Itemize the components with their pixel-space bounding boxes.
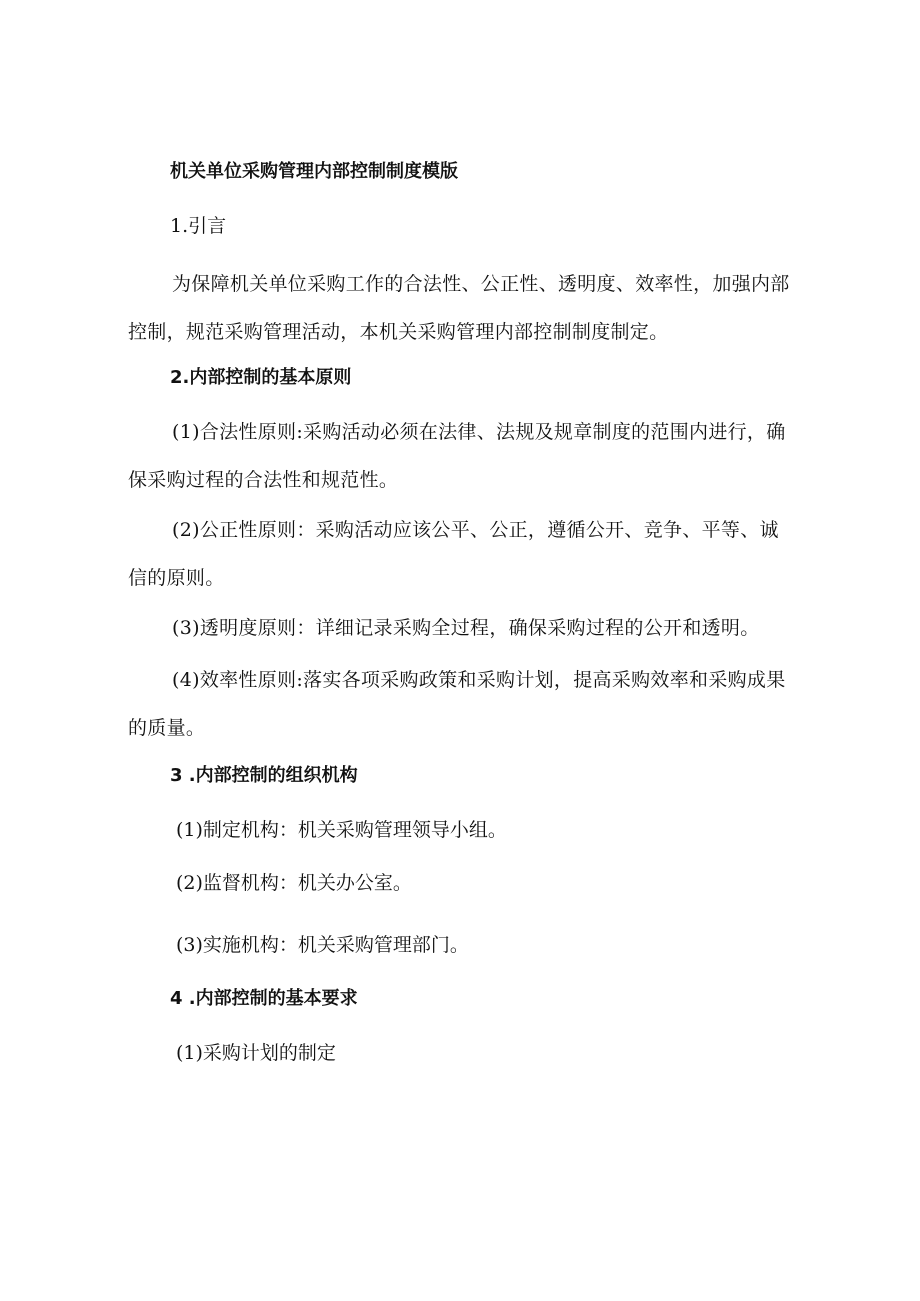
section-3-heading: 3 .内部控制的组织机构 (170, 765, 358, 786)
document-title: 机关单位采购管理内部控制制度模版 (170, 161, 458, 182)
section-1-paragraph: 为保障机关单位采购工作的合法性、公正性、透明度、效率性，加强内部控制，规范采购管理活动，本机关采购管理内部控制制度制定。 (128, 273, 790, 343)
org-item-1: (1)制定机构：机关采购管理领导小组。 (176, 819, 507, 841)
section-2-heading: 2.内部控制的基本原则 (170, 367, 352, 388)
principle-item-3: (3)透明度原则：详细记录采购全过程，确保采购过程的公开和透明。 (172, 617, 760, 639)
section-1-heading: 1.引言 (170, 215, 227, 237)
requirement-item-1: (1)采购计划的制定 (176, 1042, 336, 1064)
principle-item-4: (4)效率性原则:落实各项采购政策和采购计划，提高采购效率和采购成果的质量。 (128, 669, 786, 739)
section-4-heading: 4 .内部控制的基本要求 (170, 988, 358, 1009)
principle-item-2: (2)公正性原则：采购活动应该公平、公正，遵循公开、竞争、平等、诚信的原则。 (128, 519, 779, 589)
org-item-2: (2)监督机构：机关办公室。 (176, 872, 412, 894)
org-item-3: (3)实施机构：机关采购管理部门。 (176, 934, 469, 956)
principle-item-1: (1)合法性原则:采购活动必须在法律、法规及规章制度的范围内进行，确保采购过程的合法性和规范性。 (128, 421, 786, 491)
